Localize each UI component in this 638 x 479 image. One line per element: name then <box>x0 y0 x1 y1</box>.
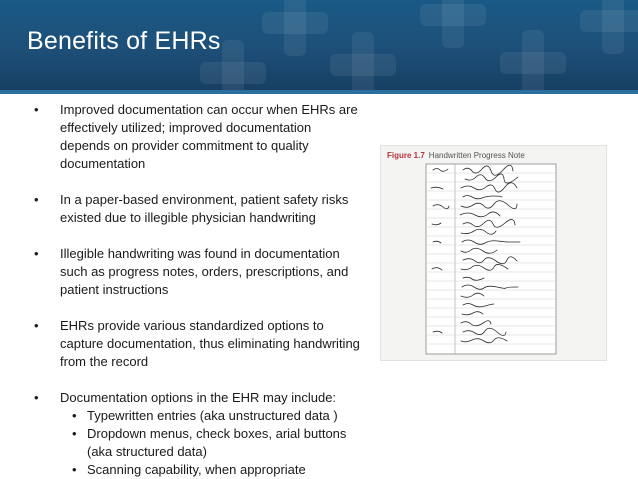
sub-bullet-item <box>72 407 364 425</box>
progress-note-figure <box>380 145 607 361</box>
bullet-text: Illegible handwriting was found in documentation such as progress notes, orders, prescriptions, and patient instructions <box>60 246 349 297</box>
slide-header <box>0 0 638 90</box>
cross-pattern-icon <box>580 0 638 54</box>
bullet-list <box>34 101 364 479</box>
cross-pattern-icon <box>500 30 566 90</box>
bullet-dot-icon: • <box>34 192 39 207</box>
bullet-dot-icon: • <box>34 246 39 261</box>
bullet-dot-icon: • <box>34 318 39 333</box>
handwritten-note-image <box>381 146 606 360</box>
bullet-item <box>34 317 364 371</box>
bullet-dot-icon: • <box>34 390 39 405</box>
bullet-dot-icon: • <box>34 102 39 117</box>
bullet-text: Documentation options in the EHR may include: <box>60 390 337 405</box>
cross-pattern-icon <box>330 32 396 90</box>
figure-title: Handwritten Progress Note <box>428 151 525 160</box>
sub-bullet-text: Scanning capability, when appropriate <box>87 462 306 477</box>
bullet-text: In a paper-based environment, patient safety risks existed due to illegible physician handwriting <box>60 192 349 225</box>
sub-bullet-list <box>60 407 364 479</box>
bullet-text: EHRs provide various standardized options to capture documentation, thus eliminating handwriting from the record <box>60 318 360 369</box>
bullet-item <box>34 191 364 227</box>
sub-bullet-text: Dropdown menus, check boxes, arial buttons (aka structured data) <box>87 426 347 459</box>
bullet-dot-icon: • <box>72 408 77 423</box>
cross-pattern-icon <box>262 0 328 56</box>
sub-bullet-text: Typewritten entries (aka unstructured data ) <box>87 408 338 423</box>
slide-title: Benefits of EHRs <box>27 27 221 55</box>
header-divider <box>0 90 638 94</box>
bullet-text: Improved documentation can occur when EHRs are effectively utilized; improved documentation depends on provider commitment to quality documentation <box>60 102 358 171</box>
cross-pattern-icon <box>420 0 486 48</box>
sub-bullet-item <box>72 425 364 461</box>
bullet-dot-icon: • <box>72 462 77 477</box>
bullet-item <box>34 101 364 173</box>
bullet-item <box>34 389 364 479</box>
bullet-item <box>34 245 364 299</box>
sub-bullet-item <box>72 461 364 479</box>
bullet-dot-icon: • <box>72 426 77 441</box>
figure-label: Figure 1.7 <box>387 151 425 160</box>
